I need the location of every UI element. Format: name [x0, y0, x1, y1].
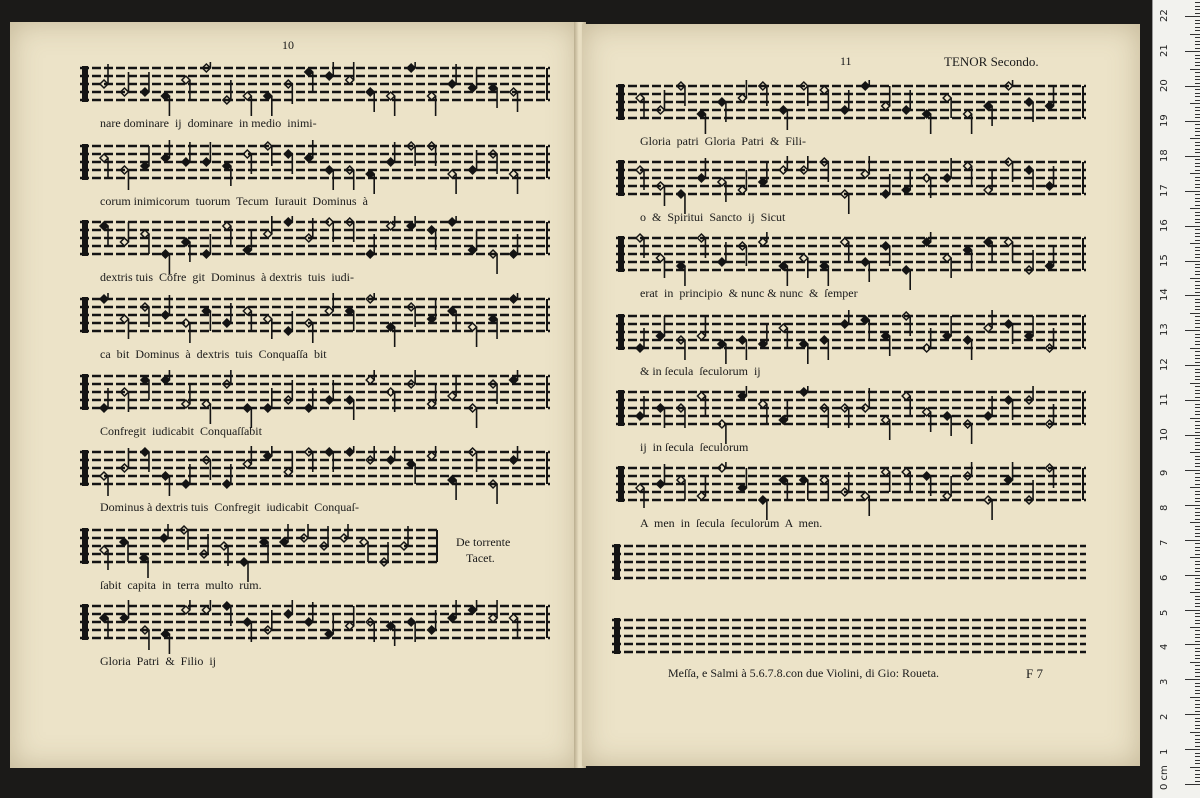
- ruler-tick: [1195, 756, 1200, 757]
- ruler-tick: [1195, 753, 1200, 754]
- ruler-tick: [1195, 690, 1200, 691]
- ruler-label: 7: [1159, 539, 1170, 546]
- lyric-left-2: corum inimicorum tuorum Tecum Iurauit Dominus à: [100, 194, 368, 208]
- ruler-tick: [1195, 658, 1200, 659]
- lyric-right-4: & in ſecula ſeculorum ij: [640, 364, 761, 378]
- ruler-tick: [1195, 379, 1200, 380]
- ruler-tick: [1195, 299, 1200, 300]
- ruler-tick: [1195, 637, 1200, 638]
- ruler-tick: [1195, 222, 1200, 223]
- ruler-tick: [1185, 51, 1200, 52]
- ruler-tick: [1195, 641, 1200, 642]
- ruler-tick: [1195, 589, 1200, 590]
- ruler-label: 2: [1159, 713, 1170, 721]
- ruler-tick: [1190, 34, 1200, 35]
- ruler-tick: [1195, 393, 1200, 394]
- ruler-tick: [1190, 697, 1200, 698]
- ruler-tick: [1185, 679, 1200, 680]
- ruler-tick: [1195, 526, 1200, 527]
- ruler-tick: [1195, 536, 1200, 537]
- ruler-tick: [1195, 676, 1200, 677]
- ruler-tick: [1195, 166, 1200, 167]
- ruler-tick: [1195, 58, 1200, 59]
- ruler-tick: [1195, 247, 1200, 248]
- ruler-tick: [1195, 655, 1200, 656]
- ruler-tick: [1195, 728, 1200, 729]
- lyric-left-5: Confregit iudicabit Conquaſſabit: [100, 424, 262, 438]
- ruler-label: 6: [1159, 574, 1170, 581]
- ruler-tick: [1195, 327, 1200, 328]
- ruler-tick: [1195, 128, 1200, 129]
- ruler-tick: [1195, 76, 1200, 77]
- ruler-tick: [1195, 515, 1200, 516]
- ruler-tick: [1195, 578, 1200, 579]
- ruler-tick: [1195, 89, 1200, 90]
- footer-imprint: Meſſa, e Salmi à 5.6.7.8.con due Violini, di Gio: Roueta.: [668, 666, 940, 680]
- tacet-note: [456, 534, 510, 566]
- ruler-tick: [1195, 2, 1200, 3]
- ruler-tick: [1195, 142, 1200, 143]
- ruler-tick: [1185, 86, 1200, 87]
- ruler-tick: [1195, 651, 1200, 652]
- ruler-tick: [1195, 718, 1200, 719]
- ruler-tick: [1195, 774, 1200, 775]
- ruler-tick: [1195, 257, 1200, 258]
- lyric-left-8: Gloria Patri & Filio ij: [100, 654, 216, 668]
- ruler-tick: [1195, 149, 1200, 150]
- ruler-tick: [1195, 781, 1200, 782]
- ruler-tick: [1195, 463, 1200, 464]
- ruler-tick: [1195, 358, 1200, 359]
- ruler-tick: [1195, 344, 1200, 345]
- ruler-tick: [1195, 582, 1200, 583]
- ruler-tick: [1195, 561, 1200, 562]
- right-page-number: 11: [840, 54, 852, 68]
- ruler-tick: [1185, 330, 1200, 331]
- ruler-tick: [1185, 610, 1200, 611]
- ruler-tick: [1195, 292, 1200, 293]
- ruler-tick: [1190, 627, 1200, 628]
- ruler-label: 20: [1159, 79, 1170, 92]
- ruler-tick: [1195, 686, 1200, 687]
- ruler-tick: [1195, 152, 1200, 153]
- ruler-tick: [1195, 739, 1200, 740]
- ruler-tick: [1195, 341, 1200, 342]
- ruler-tick: [1195, 334, 1200, 335]
- ruler-tick: [1195, 529, 1200, 530]
- ruler-tick: [1195, 44, 1200, 45]
- ruler-label: 15: [1159, 253, 1170, 267]
- ruler-label: 16: [1159, 218, 1170, 232]
- ruler-tick: [1195, 613, 1200, 614]
- ruler-tick: [1195, 700, 1200, 701]
- ruler-tick: [1195, 414, 1200, 415]
- ruler-tick: [1190, 452, 1200, 453]
- ruler-tick: [1195, 110, 1200, 111]
- ruler-tick: [1195, 616, 1200, 617]
- ruler-tick: [1195, 362, 1200, 363]
- ruler-tick: [1185, 470, 1200, 471]
- ruler-tick: [1195, 634, 1200, 635]
- lyric-right-3: erat in principio & nunc & nunc & ſemper: [640, 286, 858, 300]
- ruler-tick: [1190, 138, 1200, 139]
- ruler-tick: [1195, 229, 1200, 230]
- ruler-tick: [1195, 498, 1200, 499]
- ruler-tick: [1185, 749, 1200, 750]
- lyric-left-3: dextris tuis Cōfre git Dominus à dextris tuis iudi-: [100, 270, 354, 284]
- ruler-tick: [1195, 267, 1200, 268]
- ruler-tick: [1185, 540, 1200, 541]
- ruler-tick: [1195, 477, 1200, 478]
- ruler-tick: [1195, 623, 1200, 624]
- lyric-right-6: A men in ſecula ſeculorum A men.: [640, 516, 823, 530]
- ruler-tick: [1195, 425, 1200, 426]
- ruler-tick: [1195, 93, 1200, 94]
- ruler-tick: [1190, 243, 1200, 244]
- ruler-tick: [1185, 295, 1200, 296]
- ruler-tick: [1195, 547, 1200, 548]
- ruler-tick: [1195, 65, 1200, 66]
- ruler-tick: [1195, 648, 1200, 649]
- ruler-tick: [1195, 309, 1200, 310]
- ruler-tick: [1195, 585, 1200, 586]
- ruler-tick: [1195, 711, 1200, 712]
- lyric-left-1: nare dominare ij dominare in medio inimi-: [100, 116, 317, 130]
- ruler-tick: [1190, 383, 1200, 384]
- ruler-tick: [1195, 438, 1200, 439]
- ruler-tick: [1195, 159, 1200, 160]
- ruler-tick: [1185, 121, 1200, 122]
- ruler-tick: [1195, 480, 1200, 481]
- ruler-tick: [1195, 163, 1200, 164]
- ruler-tick: [1195, 735, 1200, 736]
- ruler-tick: [1185, 575, 1200, 576]
- ruler-tick: [1195, 428, 1200, 429]
- ruler-tick: [1195, 742, 1200, 743]
- ruler-tick: [1195, 543, 1200, 544]
- ruler-tick: [1190, 732, 1200, 733]
- ruler-tick: [1195, 725, 1200, 726]
- ruler-tick: [1195, 564, 1200, 565]
- ruler-tick: [1195, 212, 1200, 213]
- ruler-tick: [1195, 606, 1200, 607]
- ruler-label: 0 cm: [1159, 765, 1170, 790]
- ruler-tick: [1185, 400, 1200, 401]
- ruler-tick: [1195, 96, 1200, 97]
- ruler-label: 10: [1159, 428, 1170, 441]
- ruler-tick: [1195, 466, 1200, 467]
- ruler-tick: [1195, 281, 1200, 282]
- ruler-tick: [1195, 316, 1200, 317]
- ruler-tick: [1195, 770, 1200, 771]
- ruler-tick: [1195, 27, 1200, 28]
- lyric-right-2: o & Spiritui Sancto ij Sicut: [640, 210, 786, 224]
- ruler-label: 22: [1159, 9, 1170, 23]
- ruler-tick: [1195, 683, 1200, 684]
- ruler-tick: [1195, 41, 1200, 42]
- lyric-left-4: ca bit Dominus à dextris tuis Conquaſſa bit: [100, 347, 327, 361]
- ruler-tick: [1190, 313, 1200, 314]
- ruler-tick: [1195, 236, 1200, 237]
- ruler-tick: [1185, 226, 1200, 227]
- ruler-tick: [1195, 271, 1200, 272]
- ruler-tick: [1195, 596, 1200, 597]
- ruler-tick: [1195, 205, 1200, 206]
- right-page-heading: TENOR Secondo.: [944, 54, 1039, 69]
- ruler-tick: [1195, 432, 1200, 433]
- ruler-tick: [1195, 665, 1200, 666]
- ruler-label: 12: [1159, 358, 1170, 372]
- ruler-tick: [1195, 72, 1200, 73]
- ruler-tick: [1195, 386, 1200, 387]
- ruler-label: 5: [1159, 609, 1170, 616]
- ruler-tick: [1195, 473, 1200, 474]
- ruler-tick: [1195, 449, 1200, 450]
- ruler-tick: [1190, 208, 1200, 209]
- ruler-tick: [1195, 306, 1200, 307]
- ruler-tick: [1195, 672, 1200, 673]
- ruler-tick: [1195, 107, 1200, 108]
- ruler-tick: [1195, 20, 1200, 21]
- ruler-tick: [1195, 484, 1200, 485]
- ruler-tick: [1195, 323, 1200, 324]
- ruler-tick: [1195, 456, 1200, 457]
- ruler-tick: [1195, 187, 1200, 188]
- ruler-label: 19: [1159, 114, 1170, 127]
- ruler-tick: [1190, 348, 1200, 349]
- ruler-tick: [1185, 505, 1200, 506]
- tacet-title: De torrente: [456, 535, 511, 549]
- ruler-tick: [1195, 721, 1200, 722]
- ruler-label: 8: [1159, 504, 1170, 511]
- ruler-tick: [1195, 704, 1200, 705]
- ruler-tick: [1195, 62, 1200, 63]
- left-page-number: 10: [282, 38, 294, 52]
- ruler-tick: [1195, 194, 1200, 195]
- ruler-tick: [1195, 445, 1200, 446]
- ruler-tick: [1185, 365, 1200, 366]
- ruler-tick: [1195, 763, 1200, 764]
- ruler-tick: [1185, 435, 1200, 436]
- ruler-tick: [1195, 215, 1200, 216]
- ruler-tick: [1195, 390, 1200, 391]
- lyric-left-7: ſabit capita in terra multo rum.: [100, 578, 262, 592]
- ruler-tick: [1195, 421, 1200, 422]
- ruler-tick: [1195, 9, 1200, 10]
- ruler-tick: [1185, 16, 1200, 17]
- ruler-tick: [1195, 707, 1200, 708]
- ruler-tick: [1190, 173, 1200, 174]
- lyric-right-1: Gloria patri Gloria Patri & Fili-: [640, 134, 806, 148]
- ruler-tick: [1195, 351, 1200, 352]
- ruler-tick: [1195, 571, 1200, 572]
- ruler-tick: [1185, 156, 1200, 157]
- ruler-tick: [1195, 177, 1200, 178]
- ruler-tick: [1195, 369, 1200, 370]
- ruler-tick: [1195, 250, 1200, 251]
- ruler-tick: [1195, 135, 1200, 136]
- ruler-tick: [1195, 114, 1200, 115]
- ruler-tick: [1195, 550, 1200, 551]
- ruler-tick: [1195, 355, 1200, 356]
- ruler-tick: [1195, 746, 1200, 747]
- ruler-tick: [1195, 533, 1200, 534]
- ruler-tick: [1195, 288, 1200, 289]
- ruler-tick: [1195, 372, 1200, 373]
- ruler-tick: [1195, 459, 1200, 460]
- ruler-tick: [1195, 55, 1200, 56]
- ruler-tick: [1195, 777, 1200, 778]
- ruler-tick: [1195, 519, 1200, 520]
- ruler-tick: [1195, 491, 1200, 492]
- ruler-label: 13: [1159, 323, 1170, 337]
- ruler-tick: [1195, 620, 1200, 621]
- ruler-tick: [1185, 644, 1200, 645]
- ruler-tick: [1195, 233, 1200, 234]
- ruler-tick: [1195, 397, 1200, 398]
- ruler-tick: [1190, 278, 1200, 279]
- ruler-tick: [1195, 79, 1200, 80]
- ruler-label: 9: [1159, 469, 1170, 476]
- ruler-tick: [1195, 568, 1200, 569]
- ruler-tick: [1190, 557, 1200, 558]
- ruler-tick: [1195, 337, 1200, 338]
- ruler-tick: [1195, 630, 1200, 631]
- ruler-tick: [1195, 320, 1200, 321]
- ruler-tick: [1190, 767, 1200, 768]
- ruler-tick: [1195, 48, 1200, 49]
- ruler-tick: [1195, 131, 1200, 132]
- ruler-label: 1: [1159, 748, 1170, 756]
- ruler-tick: [1195, 254, 1200, 255]
- ruler-tick: [1195, 512, 1200, 513]
- signature-mark: F 7: [1026, 666, 1043, 681]
- ruler-tick: [1195, 240, 1200, 241]
- ruler-label: 11: [1159, 393, 1170, 407]
- measurement-ruler: [1152, 0, 1200, 798]
- ruler-tick: [1195, 411, 1200, 412]
- ruler-tick: [1185, 191, 1200, 192]
- ruler-tick: [1185, 784, 1200, 785]
- ruler-tick: [1190, 69, 1200, 70]
- ruler-tick: [1195, 170, 1200, 171]
- ruler-tick: [1195, 376, 1200, 377]
- ruler-tick: [1195, 6, 1200, 7]
- ruler-tick: [1195, 219, 1200, 220]
- lyric-left-6: Dominus à dextris tuis Confregit iudicabit Conquaſ-: [100, 500, 359, 514]
- ruler-tick: [1195, 302, 1200, 303]
- ruler-tick: [1195, 264, 1200, 265]
- ruler-label: 17: [1159, 183, 1170, 197]
- ruler-tick: [1195, 124, 1200, 125]
- ruler-tick: [1195, 407, 1200, 408]
- ruler-tick: [1195, 494, 1200, 495]
- ruler-tick: [1195, 442, 1200, 443]
- ruler-tick: [1190, 662, 1200, 663]
- ruler-tick: [1190, 103, 1200, 104]
- ruler-label: 18: [1159, 149, 1170, 162]
- ruler-tick: [1195, 83, 1200, 84]
- ruler-tick: [1195, 760, 1200, 761]
- ruler-tick: [1195, 100, 1200, 101]
- ruler-tick: [1195, 599, 1200, 600]
- ruler-label: 21: [1159, 44, 1170, 58]
- ruler-tick: [1195, 180, 1200, 181]
- ruler-tick: [1185, 714, 1200, 715]
- ruler-tick: [1195, 30, 1200, 31]
- ruler-label: 4: [1159, 644, 1170, 651]
- ruler-tick: [1195, 23, 1200, 24]
- ruler-tick: [1190, 487, 1200, 488]
- ruler-tick: [1195, 501, 1200, 502]
- ruler-tick: [1195, 285, 1200, 286]
- ruler-tick: [1190, 522, 1200, 523]
- ruler-tick: [1195, 184, 1200, 185]
- ruler-tick: [1195, 603, 1200, 604]
- ruler-tick: [1190, 418, 1200, 419]
- ruler-tick: [1195, 508, 1200, 509]
- ruler-tick: [1190, 592, 1200, 593]
- ruler-tick: [1195, 201, 1200, 202]
- ruler-tick: [1195, 404, 1200, 405]
- ruler-tick: [1185, 261, 1200, 262]
- ruler-tick: [1195, 669, 1200, 670]
- ruler-tick: [1195, 145, 1200, 146]
- tacet-word: Tacet.: [466, 551, 495, 565]
- ruler-tick: [1195, 37, 1200, 38]
- ruler-label: 3: [1159, 678, 1170, 686]
- ruler-tick: [1195, 274, 1200, 275]
- ruler-tick: [1195, 198, 1200, 199]
- ruler-tick: [1195, 117, 1200, 118]
- ruler-tick: [1195, 693, 1200, 694]
- ruler-tick: [1195, 554, 1200, 555]
- ruler-label: 14: [1159, 288, 1170, 302]
- ruler-tick: [1195, 13, 1200, 14]
- lyric-right-5: ij in ſecula ſeculorum: [640, 440, 749, 454]
